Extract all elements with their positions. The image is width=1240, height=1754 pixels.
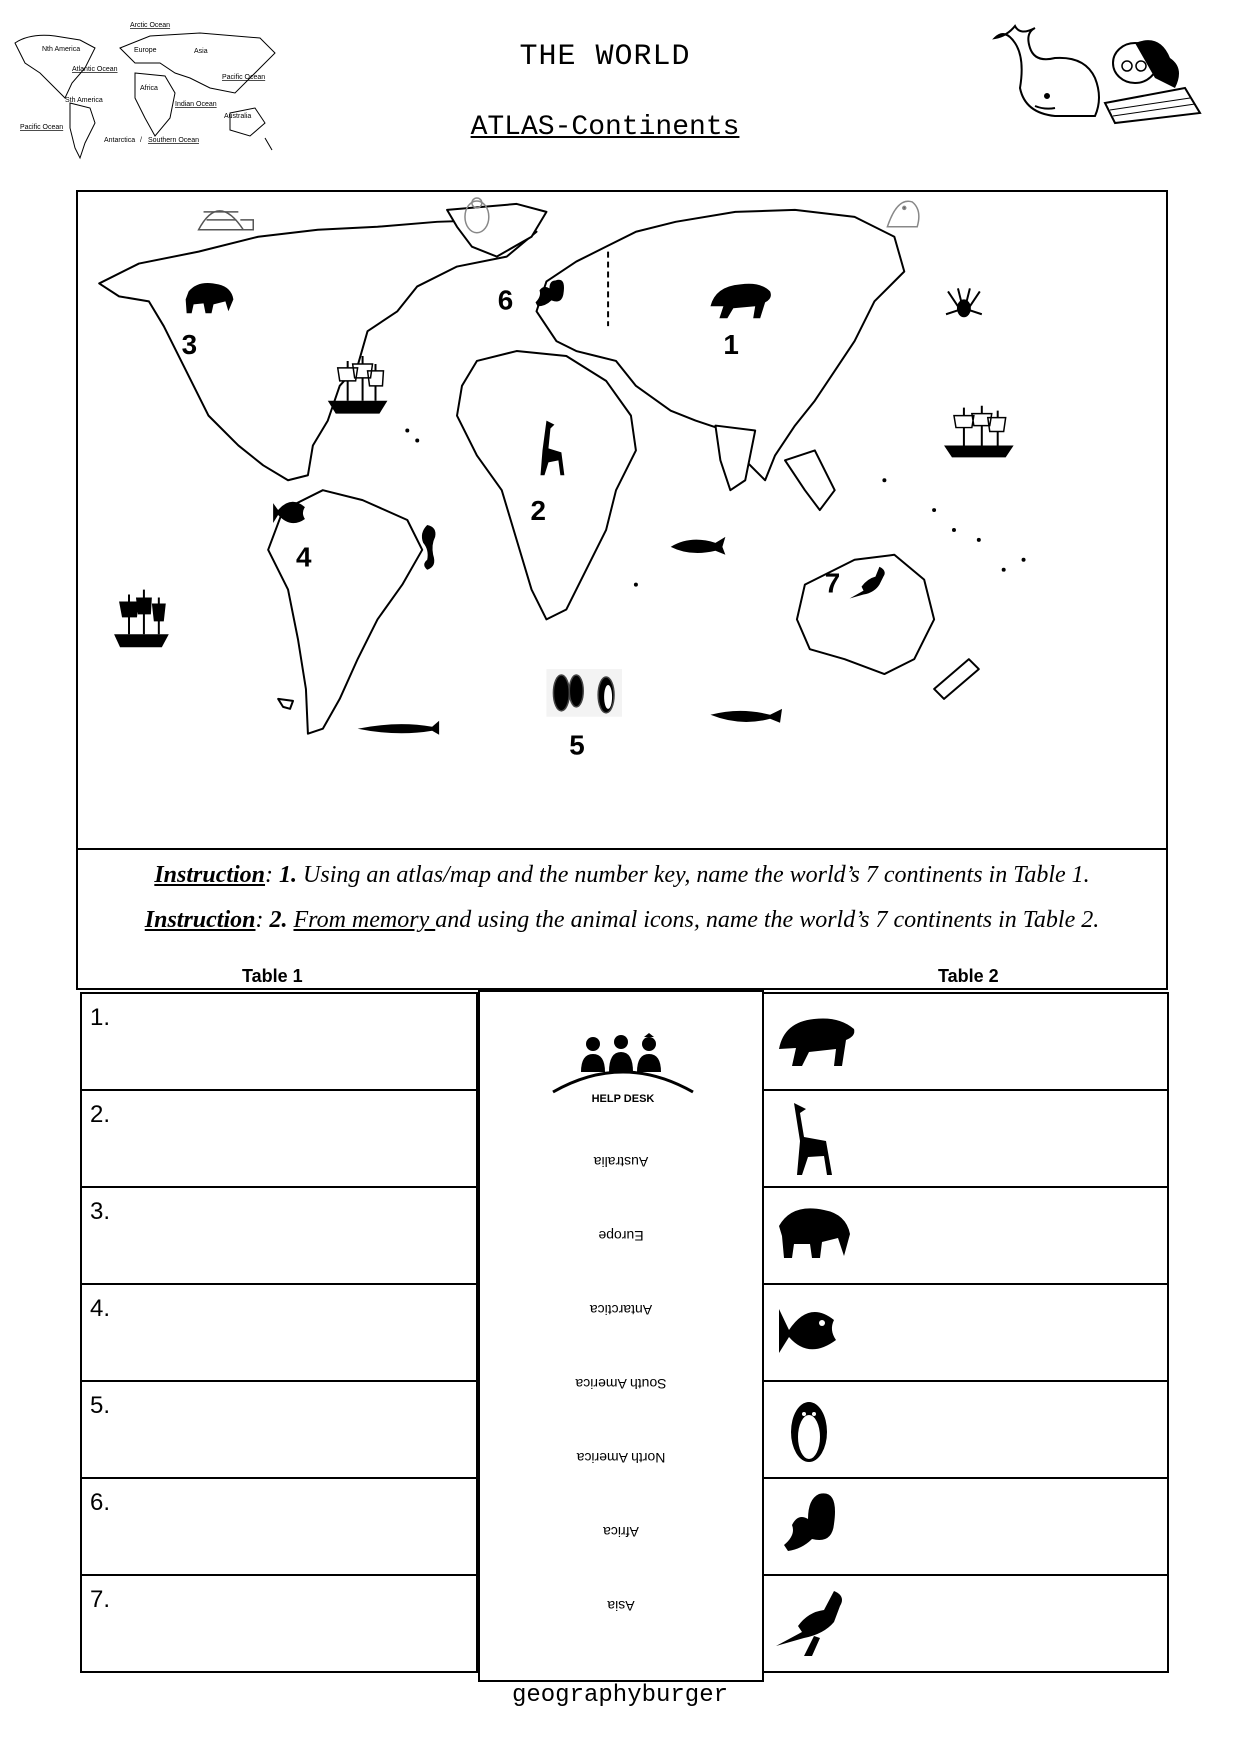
shark-icon [671,537,726,555]
whale-icon [358,721,440,735]
table-2-row[interactable] [762,1283,1169,1380]
table-1-row[interactable] [80,1574,478,1673]
penguin-icon [774,1392,864,1468]
table-1-row[interactable] [80,1089,478,1186]
help-desk-logo-text: HELP DESK [591,1093,655,1104]
footer-credit: geographyburger [511,1682,729,1709]
help-item: Antarctica [589,1302,653,1318]
mini-label-north-america: Nth America [42,46,81,53]
mini-label-africa: Africa [140,85,158,92]
reference-mini-map [10,18,310,168]
seal-icon [887,201,918,227]
instruction-2 [78,907,1166,934]
instruction-1 [78,862,1166,889]
table-1-row[interactable] [80,992,478,1089]
table-2-row[interactable] [762,1477,1169,1574]
page-title: THE WORLD [519,40,691,74]
mini-label-antarctica: Antarctica [104,137,136,144]
mini-label-arctic: Arctic Ocean [130,22,171,29]
world-map-frame [76,190,1168,850]
row-number: 5. [90,1392,111,1419]
mini-label-southern: Southern Ocean [148,137,199,144]
seahorse-icon [422,525,436,570]
map-number-3: 3 [181,329,198,361]
table-2-row[interactable] [762,1089,1169,1186]
squirrel-icon [774,1489,864,1565]
instruction-1-number: 1. [279,862,298,888]
instruction-2-number: 2. [269,907,288,933]
australia-outline [797,555,934,674]
mini-label-south-america: Sth America [65,97,103,104]
reading-man-icon [1105,40,1200,123]
south-america-outline [268,490,422,734]
help-desk-logo [548,1032,698,1104]
ship-icon [944,406,1014,458]
penguins-icon [546,669,622,717]
table-1-row[interactable] [80,1380,478,1477]
whale-cartoon-icon [995,26,1099,116]
table-2-row[interactable] [762,1186,1169,1283]
help-item: Europe [598,1228,644,1244]
piranha-icon [774,1295,864,1371]
mini-label-australia: Australia [224,113,252,120]
instruction-1-label: Instruction [154,862,266,888]
instruction-2-label: Instruction [144,907,256,933]
table-2 [762,992,1169,1673]
help-item: Asia [607,1598,635,1614]
mini-label-indian: Indian Ocean [175,101,217,108]
mini-label-asia: Asia [194,48,208,55]
tiger-icon [774,1004,864,1080]
map-number-5: 5 [569,729,585,761]
map-number-6: 6 [497,284,514,316]
mini-label-atlantic: Atlantic Ocean [72,66,118,73]
ship-icon [114,590,169,648]
row-number: 2. [90,1101,111,1128]
kangaroo-icon [774,1586,864,1662]
mini-label-pacific-left: Pacific Ocean [20,124,64,131]
help-item: Africa [603,1524,639,1540]
map-number-2: 2 [530,495,547,526]
table-1-caption: Table 1 [242,966,303,986]
help-desk-column [478,990,764,1682]
map-number-4: 4 [295,541,312,573]
instruction-2-sep: : [255,907,270,933]
page-subtitle: ATLAS-Continents [470,112,740,143]
map-number-7: 7 [824,567,841,599]
table-2-row[interactable] [762,1380,1169,1477]
mini-label-pacific-right: Pacific Ocean [222,74,266,81]
help-item: Australia [593,1154,649,1170]
instruction-1-sep: : [265,862,280,888]
instructions-box [76,848,1168,990]
bison-icon [774,1198,864,1274]
decorative-illustrations [985,18,1225,128]
piranha-icon [273,502,305,523]
table-1-row[interactable] [80,1186,478,1283]
row-number: 1. [90,1004,111,1031]
instruction-1-text: Using an atlas/map and the number key, name the world’s 7 continents in Table 1. [297,862,1090,888]
giraffe-icon [774,1101,864,1177]
igloo-icon [199,211,254,230]
row-number: 3. [90,1198,111,1225]
table-1 [80,992,478,1673]
world-map [78,192,1166,848]
row-number: 7. [90,1586,111,1613]
table-1-row[interactable] [80,1477,478,1574]
help-item: North America [576,1450,666,1466]
table-2-row[interactable] [762,992,1169,1089]
map-number-1: 1 [723,329,739,361]
table-2-caption: Table 2 [938,966,999,986]
africa-outline [457,351,636,619]
mini-label-slash: / [140,137,142,144]
instruction-2-text: and using the animal icons, name the world’s 7 continents in Table 2. [435,907,1100,933]
table-1-row[interactable] [80,1283,478,1380]
table-2-row[interactable] [762,1574,1169,1673]
mini-label-europe: Europe [134,47,157,54]
whale-icon [710,709,782,723]
octopus-icon [946,288,982,317]
row-number: 6. [90,1489,111,1516]
row-number: 4. [90,1295,111,1322]
help-item: South America [575,1376,667,1392]
instruction-2-underlined: From memory [293,907,436,933]
